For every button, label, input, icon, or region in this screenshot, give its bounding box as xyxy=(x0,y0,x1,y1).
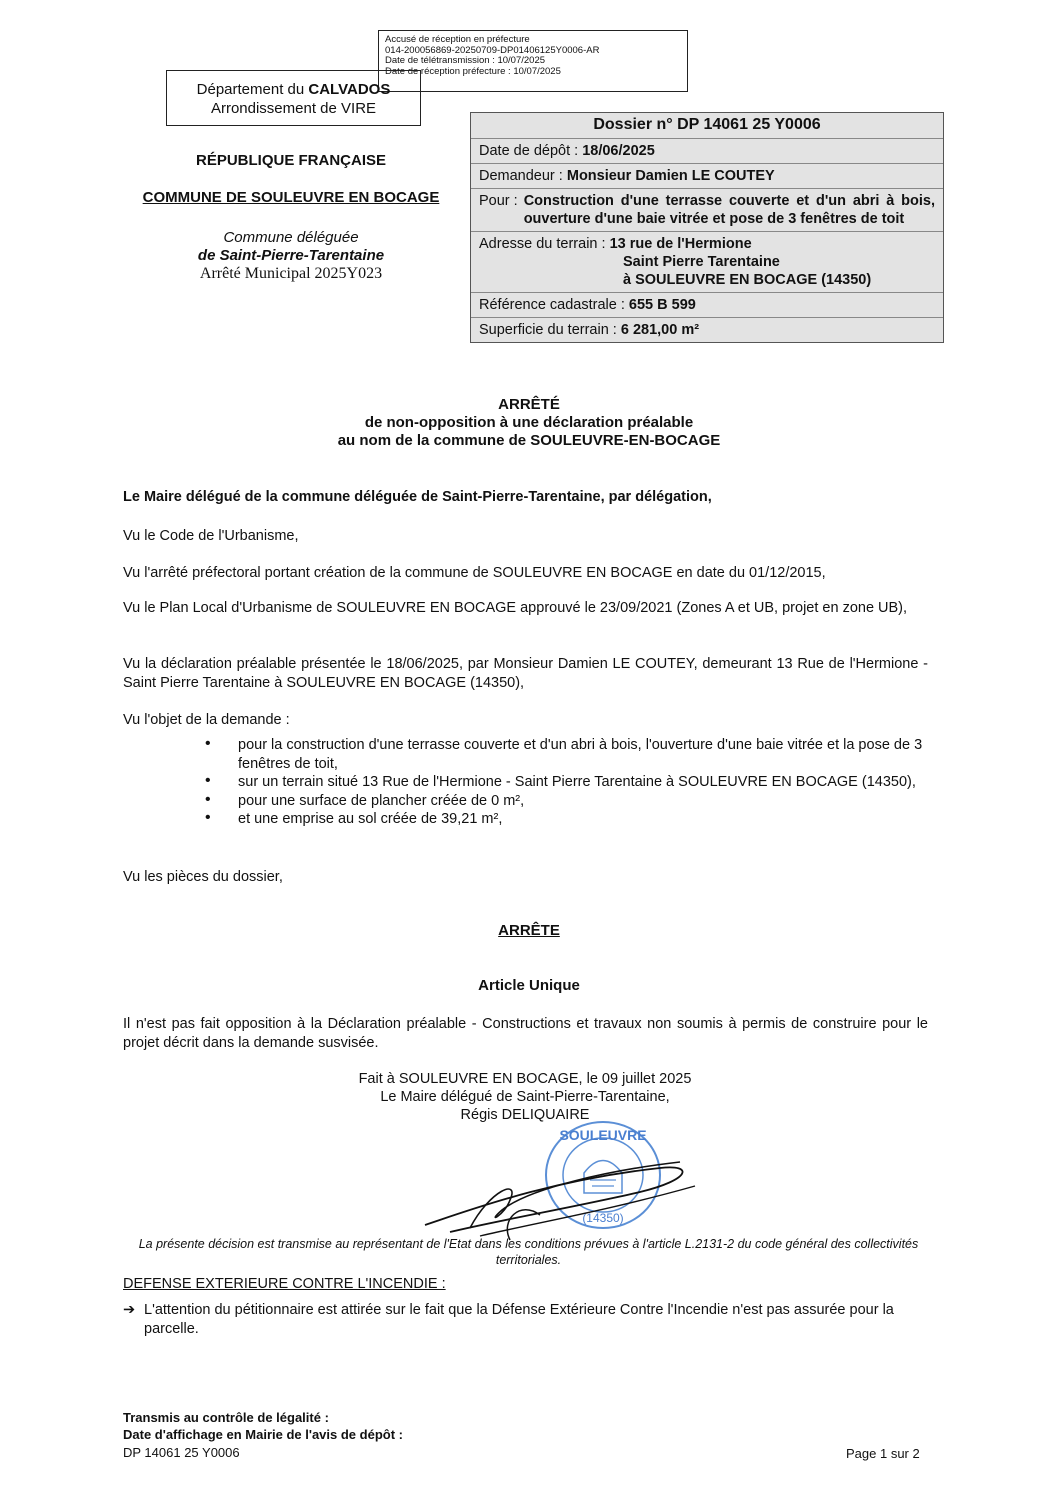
vu-objet: Vu l'objet de la demande : xyxy=(123,712,290,728)
maire-statement: Le Maire délégué de la commune déléguée de Saint-Pierre-Tarentaine, par délégation, xyxy=(123,489,712,505)
department-prefix: Département du xyxy=(196,81,309,98)
depot-value: 18/06/2025 xyxy=(582,143,655,159)
receipt-stamp xyxy=(378,30,688,92)
superficie-value: 6 281,00 m² xyxy=(620,322,700,338)
arrete-title-line2: de non-opposition à une déclaration préalable xyxy=(364,414,694,431)
demandeur-label: Demandeur : xyxy=(479,168,567,184)
depot-label: Date de dépôt : xyxy=(479,143,583,159)
signature-role: Le Maire délégué de Saint-Pierre-Tarentaine, xyxy=(380,1089,670,1105)
commune-deleguee-name: de Saint-Pierre-Tarentaine xyxy=(197,247,385,264)
handwritten-signature xyxy=(410,1140,710,1245)
cadastre-row xyxy=(471,292,943,317)
dossier-title: Dossier n° DP 14061 25 Y0006 xyxy=(593,116,821,133)
cadastre-label: Référence cadastrale : xyxy=(479,297,629,313)
svg-text:SOULEUVRE: SOULEUVRE xyxy=(559,1127,647,1143)
list-item xyxy=(205,735,928,773)
pour-label: Pour : xyxy=(479,193,518,209)
adresse-line3: à SOULEUVRE EN BOCAGE (14350) xyxy=(623,272,872,288)
bullet-text: pour la construction d'une terrasse couverte et d'un abri à bois, l'ouverture d'une baie vitrée et la pose de 3 fenêtres de toit, xyxy=(238,737,923,772)
demandeur-row xyxy=(471,163,943,188)
signature-name: Régis DELIQUAIRE xyxy=(460,1107,590,1123)
arrete-title xyxy=(0,396,1058,450)
bullet-text: sur un terrain situé 13 Rue de l'Hermione - Saint Pierre Tarentaine à SOULEUVRE EN BOCAGE (14350), xyxy=(238,774,916,790)
department-box xyxy=(166,70,421,126)
list-item xyxy=(205,809,928,829)
arrete-title-line1: ARRÊTÉ xyxy=(498,396,560,413)
page-number: Page 1 sur 2 xyxy=(846,1446,920,1461)
bullet-glyph: • xyxy=(205,772,211,789)
bullet-glyph: • xyxy=(205,735,211,752)
date-affichage: Date d'affichage en Mairie de l'avis de dépôt : xyxy=(123,1427,403,1442)
commune-deleguee-label: Commune déléguée xyxy=(223,229,359,246)
transmission-notice: La présente décision est transmise au représentant de l'Etat dans les conditions prévues à l'article L.2131-2 du code général des collectivités territoriales. xyxy=(138,1237,919,1267)
depot-row xyxy=(471,138,943,163)
bullet-text: et une emprise au sol créée de 39,21 m², xyxy=(238,811,503,827)
objet-bullets xyxy=(205,735,928,829)
arrondissement-line: Arrondissement de VIRE xyxy=(210,100,377,117)
arrete-title-line3: au nom de la commune de SOULEUVRE-EN-BOCAGE xyxy=(337,432,721,449)
pour-value: Construction d'une terrasse couverte et d'un abri à bois, ouverture d'une baie vitrée et pose de 3 fenêtres de toit xyxy=(523,193,935,227)
bullet-text: pour une surface de plancher créée de 0 m², xyxy=(238,792,525,809)
signature-place-date: Fait à SOULEUVRE EN BOCAGE, le 09 juillet 2025 xyxy=(358,1071,692,1087)
bullet-glyph: • xyxy=(205,790,211,808)
dossier-table xyxy=(470,112,944,343)
adresse-line2: Saint Pierre Tarentaine xyxy=(623,254,780,270)
article-text: Il n'est pas fait opposition à la Déclaration préalable - Constructions et travaux non soumis à permis de construire pour le projet décrit dans la demande susvisée. xyxy=(123,1016,928,1051)
receipt-line: Date de télétransmission : 10/07/2025 xyxy=(385,55,546,66)
adresse-row xyxy=(471,231,943,292)
vu-pieces: Vu les pièces du dossier, xyxy=(123,869,283,885)
adresse-label: Adresse du terrain : xyxy=(479,236,610,252)
arrow-right-icon: ➔ xyxy=(123,1302,136,1318)
vu-arrete-prefectoral: Vu l'arrêté préfectoral portant création de la commune de SOULEUVRE EN BOCAGE en date du 01/12/2015, xyxy=(123,565,826,581)
adresse-line1: 13 rue de l'Hermione xyxy=(609,236,752,252)
signature-block xyxy=(300,1070,750,1124)
vu-declaration: Vu la déclaration préalable présentée le 18/06/2025, par Monsieur Damien LE COUTEY, demeurant 13 Rue de l'Hermione - Saint Pierre Tarentaine à SOULEUVRE EN BOCAGE (14350), xyxy=(123,656,928,691)
defense-note xyxy=(123,1301,933,1338)
commune-heading: COMMUNE DE SOULEUVRE EN BOCAGE xyxy=(142,189,440,206)
receipt-line: Accusé de réception en préfecture xyxy=(385,34,530,45)
pour-row xyxy=(471,188,943,231)
footer-dossier-ref: DP 14061 25 Y0006 xyxy=(123,1445,240,1460)
superficie-row xyxy=(471,317,943,342)
cadastre-value: 655 B 599 xyxy=(628,297,696,313)
arrete-heading: ARRÊTE xyxy=(498,922,560,939)
defense-text: L'attention du pétitionnaire est attirée sur le fait que la Défense Extérieure Contre l'Incendie n'est pas assurée pour la parcelle. xyxy=(144,1302,894,1337)
article-heading: Article Unique xyxy=(478,977,580,994)
transmis-legalite: Transmis au contrôle de légalité : xyxy=(123,1410,329,1425)
svg-text:(14350): (14350) xyxy=(582,1211,624,1225)
list-item xyxy=(205,772,928,792)
bullet-glyph: • xyxy=(205,809,211,826)
superficie-label: Superficie du terrain : xyxy=(479,322,621,338)
receipt-line: Date de réception préfecture : 10/07/2025 xyxy=(385,65,561,77)
list-item xyxy=(205,790,928,811)
objet-list xyxy=(205,735,928,829)
demandeur-value: Monsieur Damien LE COUTEY xyxy=(566,168,775,184)
vu-code-urbanisme: Vu le Code de l'Urbanisme, xyxy=(123,528,299,544)
arrete-municipal-number: Arrêté Municipal 2025Y023 xyxy=(199,265,383,282)
department-name: CALVADOS xyxy=(308,81,391,98)
receipt-id: 014-200056869-20250709-DP01406125Y0006-AR xyxy=(385,44,600,56)
defense-heading: DEFENSE EXTERIEURE CONTRE L'INCENDIE : xyxy=(123,1276,446,1292)
department-line xyxy=(167,80,420,99)
vu-plu: Vu le Plan Local d'Urbanisme de SOULEUVRE EN BOCAGE approuvé le 23/09/2021 (Zones A et UB, projet en zone UB), xyxy=(123,600,908,616)
republique-heading: RÉPUBLIQUE FRANÇAISE xyxy=(195,152,386,169)
